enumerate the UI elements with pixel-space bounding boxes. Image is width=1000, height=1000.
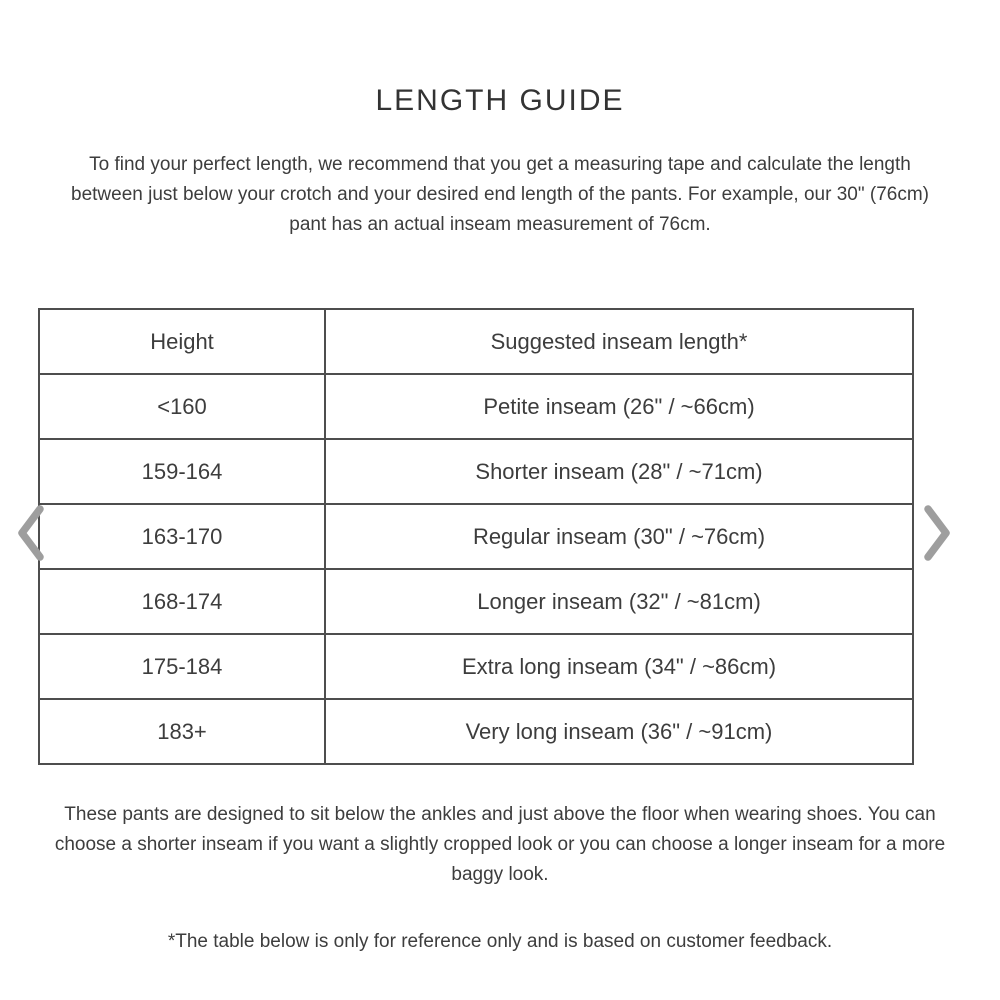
table-row [39, 504, 913, 569]
table-header-row [39, 309, 913, 374]
header-height: Height [39, 309, 325, 374]
length-table-body [39, 374, 913, 764]
length-guide-table [38, 308, 914, 765]
reference-footnote: *The table below is only for reference only and is based on customer feedback. [167, 931, 833, 952]
table-row [39, 634, 913, 699]
chevron-right-icon [922, 504, 954, 562]
height-cell: 183+ [39, 699, 325, 764]
height-cell: 159-164 [39, 439, 325, 504]
fit-note-paragraph: These pants are designed to sit below the ankles and just above the floor when wearing shoes. You can choose a shorter inseam if you want a slightly cropped look or you can choose a longer inseam for a more baggy look. [54, 804, 946, 885]
inseam-cell: Petite inseam (26" / ~66cm) [325, 374, 913, 439]
height-cell: <160 [39, 374, 325, 439]
table-row [39, 439, 913, 504]
height-cell: 168-174 [39, 569, 325, 634]
height-cell: 163-170 [39, 504, 325, 569]
inseam-cell: Longer inseam (32" / ~81cm) [325, 569, 913, 634]
page-title: LENGTH GUIDE [375, 84, 625, 117]
carousel-next-button[interactable] [922, 504, 954, 562]
table-row [39, 569, 913, 634]
header-suggested-inseam: Suggested inseam length* [325, 309, 913, 374]
height-cell: 175-184 [39, 634, 325, 699]
table-row [39, 699, 913, 764]
inseam-cell: Extra long inseam (34" / ~86cm) [325, 634, 913, 699]
inseam-cell: Shorter inseam (28" / ~71cm) [325, 439, 913, 504]
chevron-left-icon [14, 504, 46, 562]
inseam-cell: Very long inseam (36" / ~91cm) [325, 699, 913, 764]
carousel-prev-button[interactable] [14, 504, 46, 562]
inseam-cell: Regular inseam (30" / ~76cm) [325, 504, 913, 569]
table-row [39, 374, 913, 439]
intro-paragraph: To find your perfect length, we recommend that you get a measuring tape and calculate the length between just below your crotch and your desired end length of the pants. For example, our 30" (76cm) pant has an actual inseam measurement of 76cm. [71, 154, 929, 235]
